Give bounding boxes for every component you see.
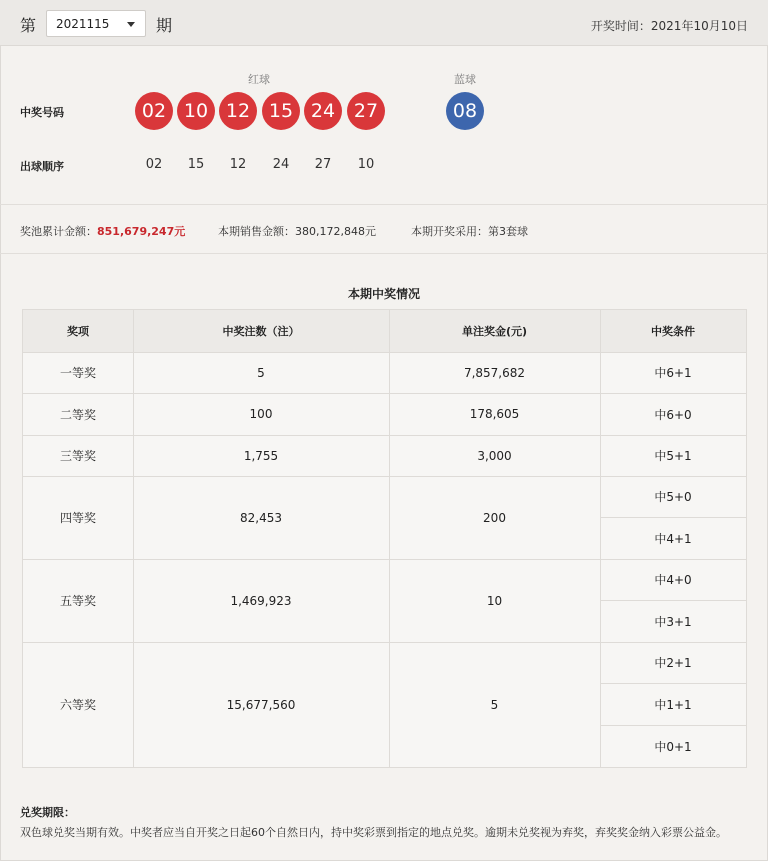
table-cell-prize: 二等奖 xyxy=(59,407,96,422)
table-cell-prize: 三等奖 xyxy=(59,449,96,463)
redemption-title: 兑奖期限： xyxy=(20,806,75,819)
red-ball: 10 xyxy=(177,92,215,130)
table-cell-condition: 中0+1 xyxy=(654,739,692,754)
table-cell-amount: 7,857,682 xyxy=(463,365,526,380)
table-grid-line xyxy=(600,310,601,767)
table-cell-amount: 200 xyxy=(483,510,506,525)
table-cell-condition: 中5+1 xyxy=(654,449,692,463)
draw-order-label: 出球顺序 xyxy=(20,160,64,173)
pool-amount xyxy=(20,223,185,239)
winning-numbers-label: 中奖号码 xyxy=(20,106,64,119)
red-ball: 24 xyxy=(304,92,342,130)
draw-order-number: 27 xyxy=(314,157,332,172)
table-cell-prize: 一等奖 xyxy=(59,366,96,380)
pool-amount-label: 奖池累计金额： xyxy=(20,225,97,238)
table-cell-count: 1,755 xyxy=(243,448,279,463)
divider xyxy=(0,253,768,254)
prize-table-title: 本期中奖情况 xyxy=(347,287,420,301)
redemption-text: 双色球兑奖当期有效。中奖者应当自开奖之日起60个自然日内，持中奖彩票到指定的地点兑奖。逾期未兑奖视为弃奖，弃奖奖金纳入彩票公益金。 xyxy=(20,826,727,839)
issue-prefix: 第 xyxy=(20,16,37,35)
red-ball: 15 xyxy=(262,92,300,130)
table-cell-amount: 5 xyxy=(490,697,499,712)
table-header-amount: 单注奖金(元) xyxy=(389,310,600,352)
table-grid-line xyxy=(389,310,390,767)
table-cell-count: 15,677,560 xyxy=(226,697,296,712)
chevron-down-icon xyxy=(127,22,135,27)
table-header-prize: 奖项 xyxy=(23,310,133,352)
draw-date-value: 2021年10月10日 xyxy=(650,19,748,33)
issue-select[interactable] xyxy=(46,10,146,37)
blue-ball-label: 蓝球 xyxy=(454,73,476,86)
table-cell-condition: 中4+0 xyxy=(654,573,692,587)
issue-suffix: 期 xyxy=(156,16,173,35)
table-grid-line xyxy=(23,393,746,394)
table-grid-line xyxy=(23,435,746,436)
draw-order-number: 10 xyxy=(357,157,375,172)
ball-set-label: 本期开奖采用： xyxy=(411,225,488,238)
table-grid-line xyxy=(23,352,746,353)
ball-set xyxy=(411,223,528,239)
table-cell-prize: 六等奖 xyxy=(59,698,96,712)
table-cell-condition: 中3+1 xyxy=(654,614,692,629)
draw-date xyxy=(591,17,748,34)
table-grid-line xyxy=(23,476,746,477)
table-cell-amount: 10 xyxy=(486,593,503,608)
table-grid-line xyxy=(23,559,746,560)
draw-order-number: 24 xyxy=(272,157,290,172)
red-ball: 12 xyxy=(219,92,257,130)
draw-order-number: 02 xyxy=(145,157,163,172)
divider xyxy=(0,204,768,205)
pool-amount-value: 851,679,247元 xyxy=(97,225,186,238)
sales-amount-value: 380,172,848元 xyxy=(295,225,376,238)
table-grid-line xyxy=(600,683,746,684)
table-cell-amount: 178,605 xyxy=(469,407,520,421)
table-cell-count: 5 xyxy=(257,365,265,380)
table-cell-amount: 3,000 xyxy=(477,448,512,463)
table-header-count: 中奖注数（注） xyxy=(133,310,389,352)
table-grid-line xyxy=(600,517,746,518)
table-cell-count: 100 xyxy=(249,407,273,421)
table-cell-condition: 中6+1 xyxy=(654,366,692,380)
red-ball: 27 xyxy=(347,92,385,130)
blue-ball: 08 xyxy=(446,92,484,130)
draw-order-number: 15 xyxy=(187,157,205,172)
table-cell-count: 82,453 xyxy=(240,510,282,525)
sales-amount xyxy=(218,223,376,239)
table-cell-condition: 中5+0 xyxy=(654,490,692,504)
draw-date-label: 开奖时间： xyxy=(590,19,651,33)
table-header-condition: 中奖条件 xyxy=(600,310,746,352)
table-grid-line xyxy=(600,725,746,726)
red-ball: 02 xyxy=(135,92,173,130)
issue-header xyxy=(0,0,768,46)
prize-table xyxy=(22,309,747,768)
table-cell-condition: 中2+1 xyxy=(654,656,692,670)
table-grid-line xyxy=(133,310,134,767)
table-cell-condition: 中6+0 xyxy=(654,407,692,422)
table-cell-prize: 五等奖 xyxy=(59,594,96,608)
issue-select-value: 2021115 xyxy=(56,17,110,31)
sales-amount-label: 本期销售金额： xyxy=(218,225,295,238)
red-ball-label: 红球 xyxy=(248,73,270,86)
table-cell-condition: 中1+1 xyxy=(654,697,692,712)
table-cell-condition: 中4+1 xyxy=(654,531,692,546)
table-grid-line xyxy=(600,600,746,601)
ball-set-value: 第3套球 xyxy=(488,225,528,238)
draw-order-number: 12 xyxy=(229,157,247,172)
table-cell-count: 1,469,923 xyxy=(230,593,292,608)
table-grid-line xyxy=(23,642,746,643)
table-cell-prize: 四等奖 xyxy=(59,511,96,525)
